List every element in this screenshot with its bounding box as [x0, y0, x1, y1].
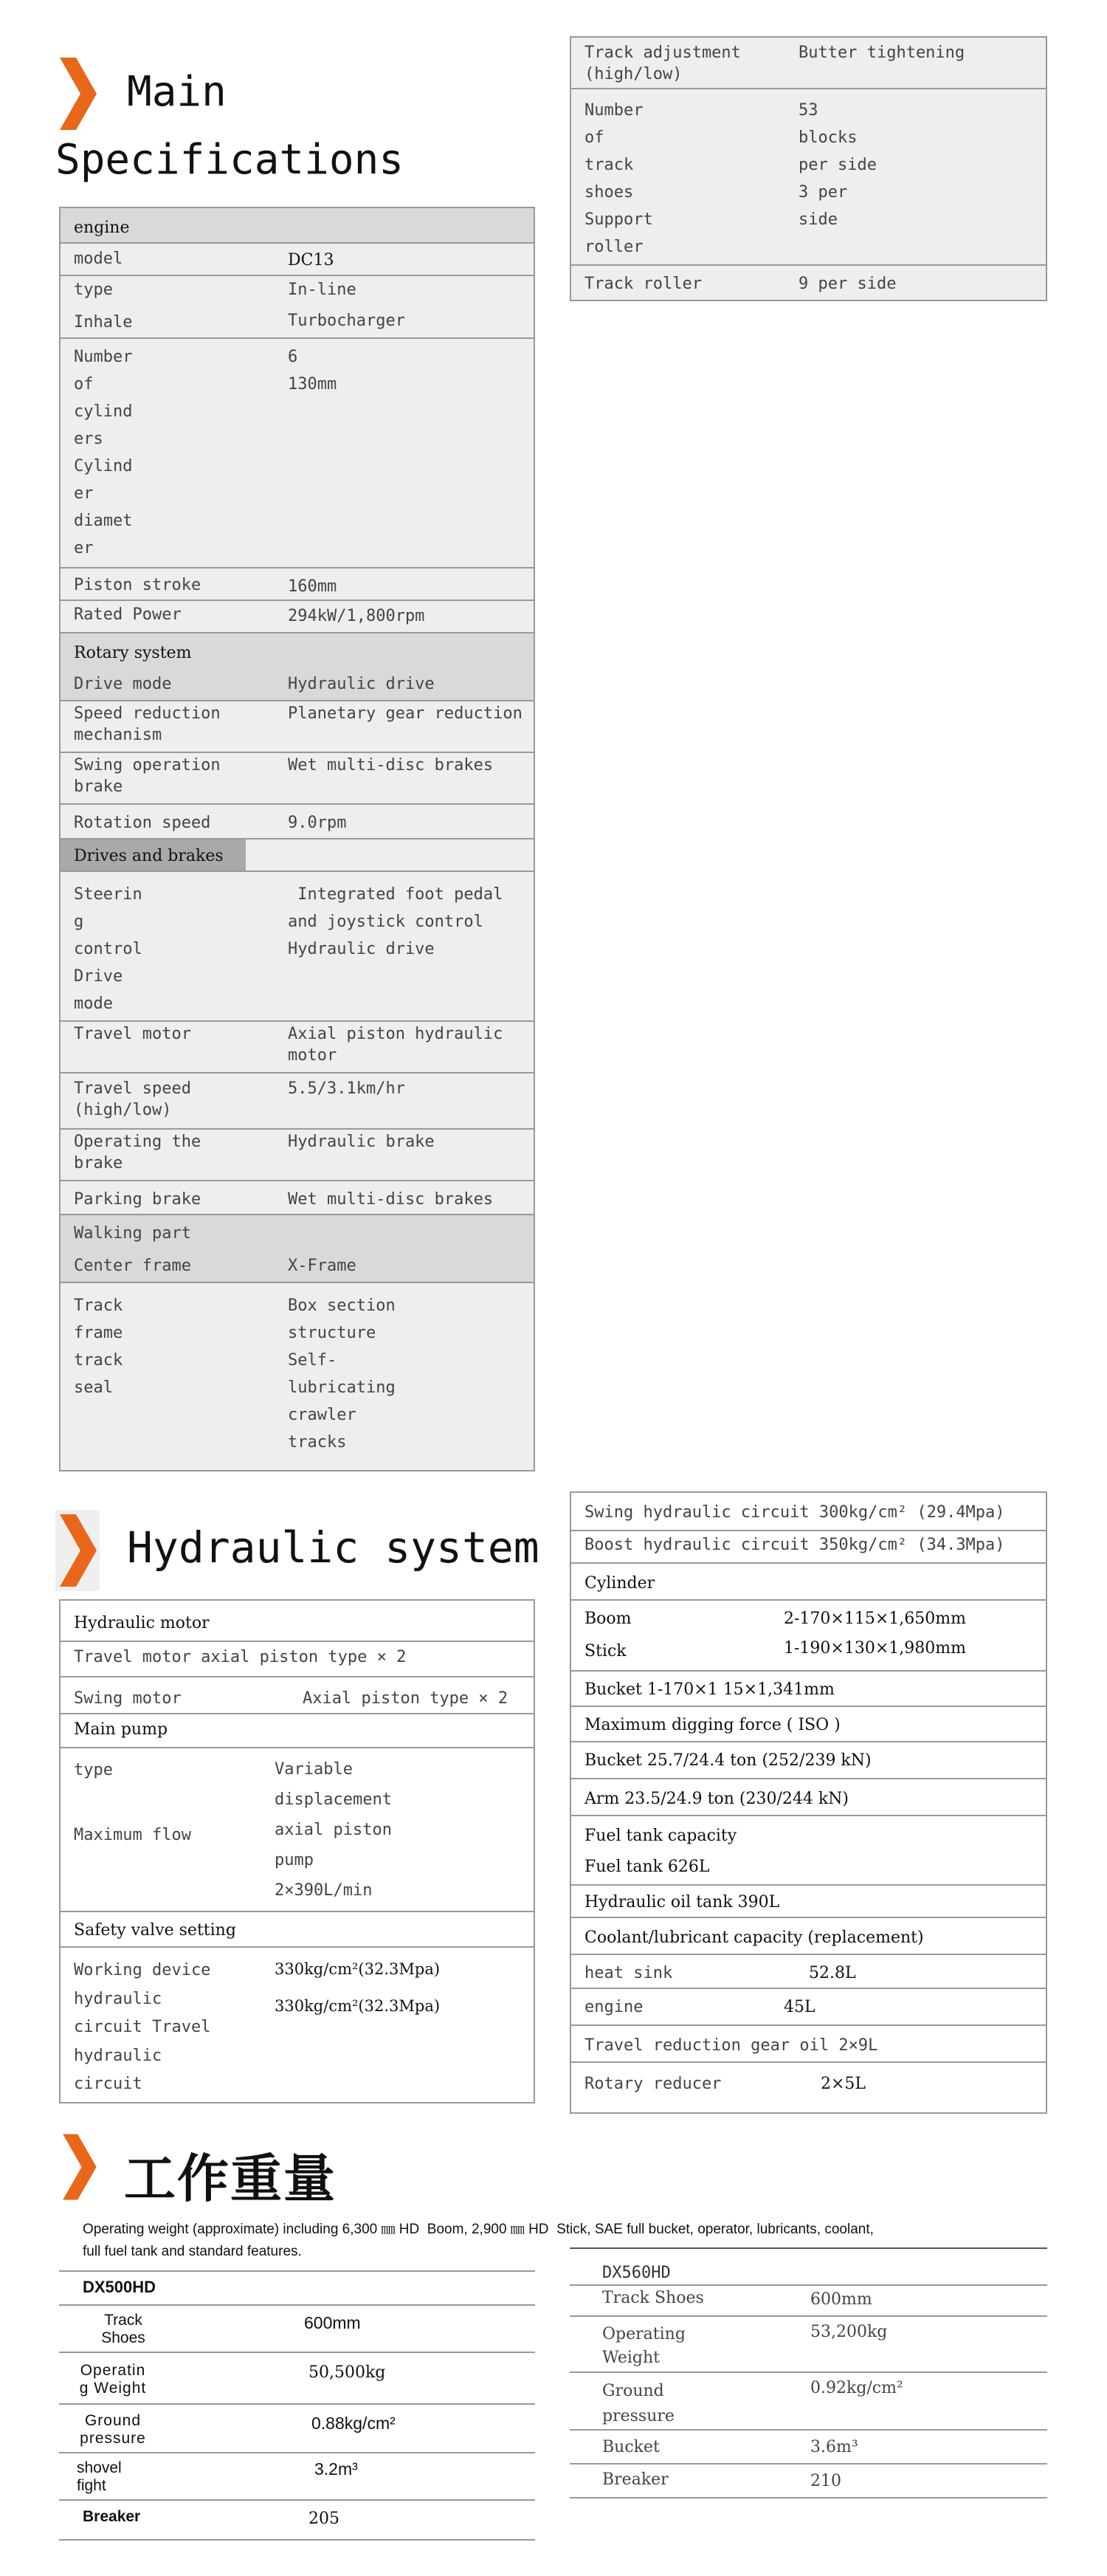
hydraulic-tank-text: Hydraulic oil tank 390L: [584, 1893, 780, 1912]
spec-value: 3.2m³: [314, 2459, 358, 2479]
spec-value: X-Frame: [288, 1257, 356, 1275]
spec-label: Operating the brake: [74, 1133, 201, 1172]
spec-value: 50,500kg: [308, 2363, 386, 2382]
table-row: [571, 1493, 1046, 1531]
brand-chevron-logo: [55, 1510, 100, 1591]
spec-value: Butter tightening: [799, 44, 965, 62]
spec-label: Piston stroke: [74, 576, 201, 594]
table-row: [571, 1816, 1046, 1886]
spec-label: Swing motor: [74, 1689, 182, 1708]
spec-value: Planetary gear reduction: [288, 704, 523, 723]
spec-row: [61, 1074, 534, 1130]
engine-header-row: [61, 207, 534, 244]
spec-row: [61, 276, 534, 339]
spec-label: Travel speed (high/low): [74, 1079, 191, 1119]
spec-label: Number of cylind ers Cylind er diamet er: [74, 348, 133, 557]
table-row: [571, 1672, 1046, 1707]
spec-value: 53 blocks per side 3 per side: [799, 101, 877, 229]
spec-value: Axial piston hydraulic motor: [288, 1025, 503, 1065]
spec-label: Travel motor: [74, 1025, 191, 1043]
spec-value: Hydraulic drive: [288, 675, 435, 693]
table-row: [571, 1707, 1046, 1742]
spec-value: Box section structure Self- lubricating crawler tracks: [288, 1296, 396, 1452]
cylinder-header: Cylinder: [584, 1574, 655, 1593]
spec-value: 6 130mm: [288, 348, 337, 394]
spec-label: Speed reduction mechanism: [74, 704, 221, 744]
spec-row: [61, 701, 534, 753]
spec-label: Parking brake: [74, 1190, 201, 1209]
table-row: [61, 1748, 534, 1912]
spec-row: [571, 89, 1046, 266]
spec-value: 0.88kg/cm²: [311, 2414, 396, 2433]
main-title-line1: Main: [127, 68, 227, 116]
spec-label: Rotation speed: [74, 814, 211, 832]
bucket-cylinder-text: Bucket 1-170×1 15×1,341mm: [584, 1680, 835, 1699]
spec-label: Working device hydraulic circuit Travel hydraulic circuit: [74, 1961, 211, 2093]
walking-header: Walking part: [74, 1224, 191, 1243]
spec-label: Breaker: [83, 2508, 141, 2525]
digging-arm-text: Arm 23.5/24.9 ton (230/244 kN): [584, 1790, 849, 1808]
safety-valve-header: Safety valve setting: [74, 1921, 236, 1940]
drives-header-row: [61, 839, 534, 872]
rotary-header: Rotary system: [74, 644, 192, 662]
spec-row: [571, 266, 1046, 301]
spec-value: 0.92kg/cm²: [810, 2379, 903, 2397]
spec-label: Drive mode: [74, 675, 172, 693]
spec-value: Hydraulic brake: [288, 1133, 435, 1151]
spec-value: 600mm: [304, 2313, 361, 2332]
spec-label: Number of track shoes Support roller: [584, 101, 653, 256]
table-row: [571, 1601, 1046, 1672]
spec-value: 52.8L: [809, 1964, 856, 1982]
brand-chevron-logo: [55, 53, 100, 134]
spec-row: [61, 1022, 534, 1074]
spec-label: model: [74, 250, 123, 268]
spec-row: [61, 1130, 534, 1181]
table-row: [571, 1564, 1046, 1601]
spec-label: type: [74, 281, 113, 299]
table-row: [571, 1779, 1046, 1816]
table-row: [571, 1886, 1046, 1918]
travel-motor-text: Travel motor axial piston type × 2: [74, 1648, 407, 1666]
table-row: [571, 1742, 1046, 1779]
spec-value: 3.6m³: [810, 2438, 858, 2456]
spec-label: Track roller: [584, 275, 702, 293]
spec-value: Turbocharger: [288, 312, 405, 330]
spec-value: 600mm: [810, 2290, 872, 2309]
spec-row: [61, 339, 534, 569]
spec-label: Rated Power: [74, 605, 182, 624]
spec-value: 53,200kg: [810, 2323, 888, 2341]
weight-title: 工作重量: [124, 2149, 337, 2209]
spec-label: Center frame: [74, 1257, 191, 1275]
engine-header: engine: [74, 219, 130, 237]
spec-label: shovel fight: [77, 2459, 122, 2494]
spec-row: [61, 1181, 534, 1215]
rotary-section: [61, 633, 534, 701]
table-row: [61, 1948, 534, 2103]
spec-label: Track frame track seal: [74, 1296, 123, 1397]
spec-value: 160mm: [288, 577, 337, 596]
spec-label: Swing operation brake: [74, 756, 221, 796]
digging-force-header: Maximum digging force ( ISO ): [584, 1716, 841, 1734]
table-row: [571, 2026, 1046, 2063]
spec-label: Track Shoes: [101, 2312, 145, 2346]
spec-value: Variable displacement axial piston pump 2×390L/min: [275, 1760, 392, 1900]
spec-label: Operating Weight: [602, 2325, 686, 2367]
hydraulic-title: Hydraulic system: [127, 1522, 539, 1573]
swing-circuit-text: Swing hydraulic circuit 300kg/cm² (29.4Mpa): [584, 1503, 1005, 1522]
table-row: [61, 1601, 534, 1642]
spec-value: 2×5L: [821, 2075, 866, 2093]
spec-value: Axial piston type × 2: [303, 1689, 508, 1708]
table-row: [571, 1531, 1046, 1564]
spec-label: Rotary reducer: [584, 2075, 722, 2093]
spec-value: 9 per side: [799, 275, 897, 293]
table-row: [571, 1989, 1046, 2026]
hydraulic-motor-header: Hydraulic motor: [74, 1614, 210, 1632]
spec-value: 9.0rpm: [288, 814, 347, 832]
table-row: [61, 1642, 534, 1677]
dx560-model: DX560HD: [602, 2264, 671, 2282]
brand-chevron-logo: [58, 2130, 100, 2204]
spec-label: Boom: [584, 1610, 632, 1628]
table-row: [61, 1714, 534, 1748]
table-row: [571, 2063, 1046, 2114]
spec-value: 45L: [784, 1998, 815, 2016]
spec-label: Track Shoes: [602, 2289, 704, 2307]
spec-row: [61, 244, 534, 276]
spec-row: [61, 1283, 534, 1471]
main-spec-table: [59, 207, 535, 1471]
spec-label: Ground pressure: [602, 2382, 675, 2425]
table-row: [571, 1955, 1046, 1989]
fuel-tank-text: Fuel tank 626L: [584, 1858, 710, 1876]
spec-row: [61, 753, 534, 805]
spec-value: DC13: [288, 251, 334, 269]
spec-value: 205: [308, 2510, 339, 2528]
hydraulic-left-table: [59, 1599, 535, 2103]
travel-gear-text: Travel reduction gear oil 2×9L: [584, 2036, 878, 2055]
spec-label: heat sink: [584, 1964, 673, 1982]
spec-row: [571, 36, 1046, 89]
spec-row: [61, 872, 534, 1022]
main-title-line2: Specifications: [55, 136, 404, 184]
spec-label: engine: [584, 1998, 644, 2016]
walking-section: [61, 1215, 534, 1283]
spec-label: Stick: [584, 1642, 627, 1660]
spec-label: Track adjustment (high/low): [584, 44, 741, 83]
spec-value: 330kg/cm²(32.3Mpa) 330kg/cm²(32.3Mpa): [275, 1960, 441, 2015]
spec-label: Bucket: [602, 2438, 660, 2456]
digging-bucket-text: Bucket 25.7/24.4 ton (252/239 kN): [584, 1751, 872, 1770]
spec-value: In-line: [288, 281, 356, 299]
coolant-header: Coolant/lubricant capacity (replacement): [584, 1928, 924, 1947]
spec-label: Breaker: [602, 2470, 669, 2489]
spec-label: Inhale: [74, 313, 133, 332]
drives-header: Drives and brakes: [74, 847, 224, 865]
dx560-table: [570, 2247, 1047, 2498]
spec-value: 2-170×115×1,650mm: [784, 1610, 966, 1628]
spec-value: 5.5/3.1km/hr: [288, 1079, 405, 1098]
hydraulic-right-table: [570, 1491, 1047, 2114]
boost-circuit-text: Boost hydraulic circuit 350kg/cm² (34.3Mpa): [584, 1536, 1005, 1554]
main-pump-header: Main pump: [74, 1720, 168, 1739]
table-row: [571, 1918, 1046, 1955]
spec-value: Wet multi-disc brakes: [288, 756, 494, 774]
spec-value: Wet multi-disc brakes: [288, 1190, 494, 1209]
weight-note: Operating weight (approximate) including 6,300 ㎜ HD Boom, 2,900 ㎜ HD Stick, SAE full bucket, operator, lubricants, coolant, full fuel tank and standard features.: [83, 2222, 874, 2259]
spec-value: 294kW/1,800rpm: [288, 607, 425, 625]
track-spec-table: [570, 36, 1047, 301]
fuel-tank-header: Fuel tank capacity: [584, 1827, 737, 1845]
spec-row: [61, 601, 534, 633]
spec-label: Steerin g control Drive mode: [74, 885, 142, 1013]
spec-label: type Maximum flow: [74, 1761, 191, 1844]
spec-row: [61, 805, 534, 839]
spec-label: Operatin g Weight: [79, 2362, 147, 2397]
spec-value: 210: [810, 2472, 841, 2490]
dx500-model: DX500HD: [83, 2278, 156, 2296]
table-row: [61, 1677, 534, 1714]
spec-label: Ground pressure: [80, 2412, 146, 2447]
spec-value: 1-190×130×1,980mm: [784, 1639, 966, 1658]
spec-row: [61, 569, 534, 601]
table-row: [61, 1912, 534, 1948]
dx500-table: [59, 2270, 535, 2545]
spec-value: Integrated foot pedal and joystick control Hydraulic drive: [288, 885, 503, 958]
